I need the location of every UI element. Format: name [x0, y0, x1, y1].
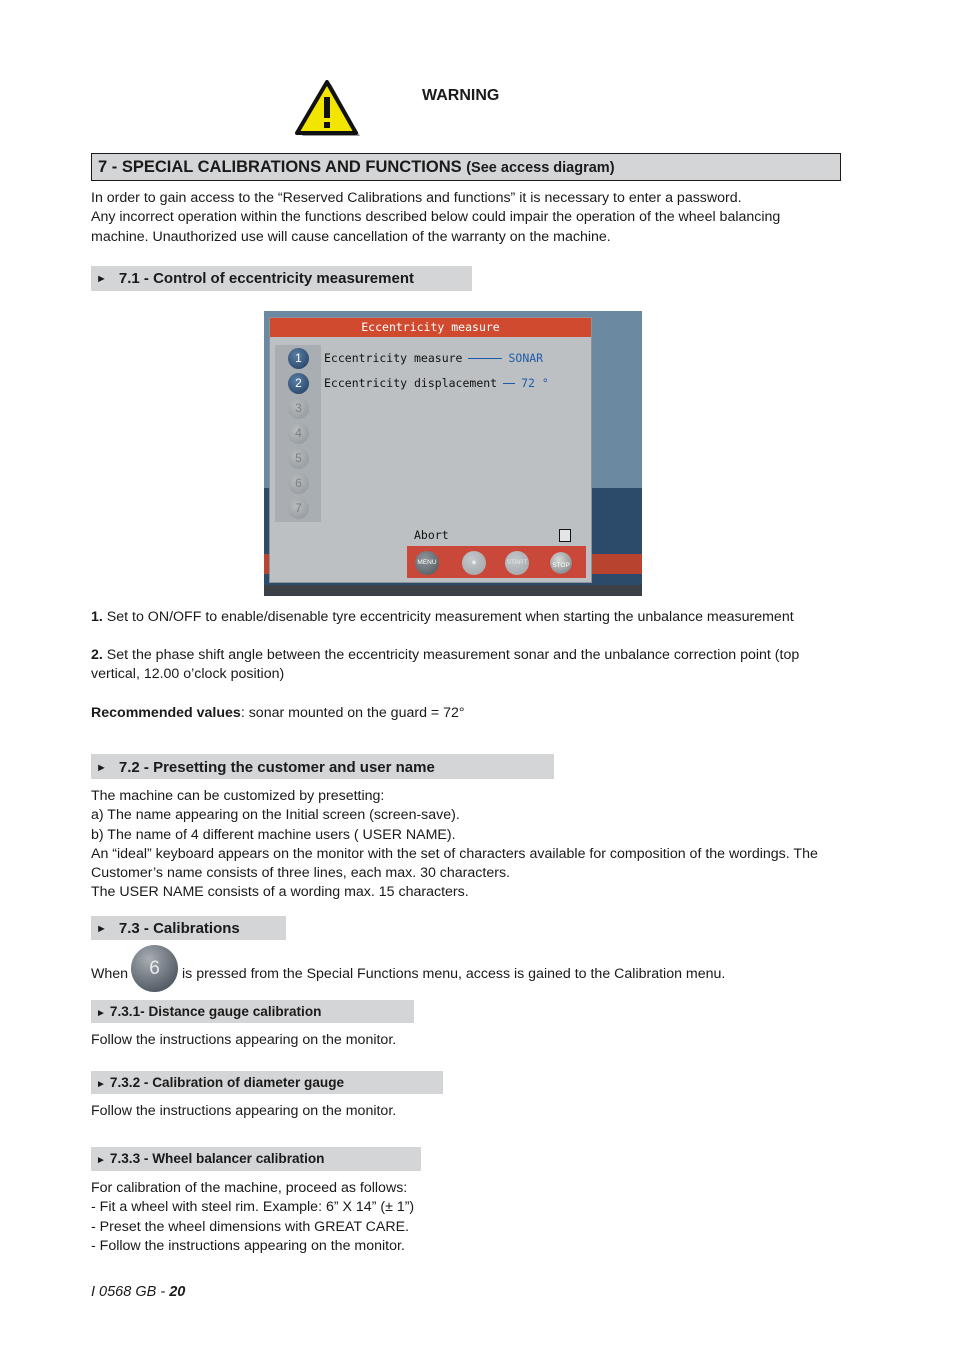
page-number: 20 — [169, 1284, 186, 1300]
section-7-1-title: 7.1 - Control of eccentricity measurement — [118, 270, 414, 287]
point-2 — [91, 646, 841, 685]
arrow-right-icon: ► — [96, 1079, 106, 1090]
screen-button-bar — [407, 546, 586, 578]
s72-line-5: The USER NAME consists of a wording max. 15 characters. — [91, 884, 469, 901]
recommended-label: Recommended values — [91, 705, 241, 721]
s733-line-4: - Follow the instructions appearing on the monitor. — [91, 1237, 405, 1254]
section-7-2-heading — [91, 754, 554, 779]
warning-triangle-icon — [294, 80, 362, 138]
section-7-title-suffix: (See access diagram) — [466, 160, 615, 176]
point-2-text: Set the phase shift angle between the eccentricity measurement sonar and the unbalance correction point (top vertical, 12.00 o’clock position) — [91, 647, 800, 683]
section-7-3-2-text: Follow the instructions appearing on the monitor. — [91, 1103, 397, 1119]
section-7-3-title: 7.3 - Calibrations — [118, 920, 240, 937]
section-7-3-3-text — [91, 1179, 841, 1256]
section-7-3-3-heading — [91, 1147, 421, 1171]
section-7-3-2-title: 7.3.2 - Calibration of diameter gauge — [109, 1075, 345, 1090]
function-6-button-icon: 6 — [131, 945, 178, 992]
point-2-number: 2. — [91, 647, 103, 663]
arrow-right-icon: ► — [96, 762, 107, 774]
footer-separator: - — [156, 1284, 170, 1300]
menu-number-5: 5 — [288, 448, 309, 469]
page-footer — [91, 1284, 185, 1300]
s72-line-1: The machine can be customized by presetting: — [91, 788, 385, 804]
abort-key-icon — [559, 529, 571, 542]
s72-line-3: b) The name of 4 different machine users ( USER NAME). — [91, 826, 456, 843]
menu-item-eccentricity-displacement[interactable] — [324, 376, 549, 390]
recommended-values — [91, 704, 841, 723]
recommended-text: : sonar mounted on the guard = 72° — [240, 705, 465, 721]
menu-number-1[interactable]: 1 — [288, 348, 309, 369]
menu-item-2-label: Eccentricity displacement — [324, 376, 498, 390]
intro-line-1: In order to gain access to the “Reserved Calibrations and functions” it is necessary to enter a password. — [91, 190, 742, 206]
arrow-right-icon: ► — [96, 1008, 106, 1019]
menu-number-7: 7 — [288, 498, 309, 519]
arrow-right-icon: ► — [96, 273, 107, 285]
section-7-intro — [91, 189, 841, 247]
section-7-3-1-heading — [91, 1000, 414, 1023]
menu-number-6: 6 — [288, 473, 309, 494]
menu-item-1-value: SONAR — [508, 351, 544, 365]
menu-item-eccentricity-measure[interactable] — [324, 351, 543, 365]
s72-line-2: a) The name appearing on the Initial screen (screen-save). — [91, 807, 460, 824]
section-7-3-3-title: 7.3.3 - Wheel balancer calibration — [109, 1151, 325, 1166]
s72-line-4: An “ideal” keyboard appears on the monitor with the set of characters available for composition of the wordings. The Customer’s name consists of three lines, each max. 30 characters. — [91, 845, 818, 882]
menu-number-4: 4 — [288, 423, 309, 444]
arrow-right-icon: ► — [96, 923, 107, 935]
section-7-1-heading — [91, 266, 472, 291]
warning-label: WARNING — [422, 87, 500, 104]
calibration-access-text: is pressed from the Special Functions menu, access is gained to the Calibration menu. — [182, 966, 726, 982]
section-7-2-title: 7.2 - Presetting the customer and user name — [118, 759, 435, 776]
menu-number-3: 3 — [288, 398, 309, 419]
section-7-heading — [91, 153, 841, 181]
point-1-text: Set to ON/OFF to enable/disenable tyre eccentricity measurement when starting the unbalance measurement — [102, 609, 794, 625]
section-7-title: 7 - SPECIAL CALIBRATIONS AND FUNCTIONS — [98, 158, 462, 176]
start-button[interactable]: START — [505, 551, 529, 575]
section-7-3-2-heading — [91, 1071, 443, 1094]
enter-button[interactable]: ◆ — [462, 551, 486, 575]
section-7-3-1-text: Follow the instructions appearing on the monitor. — [91, 1032, 397, 1048]
menu-panel — [269, 317, 592, 583]
document-code: I 0568 GB — [91, 1284, 157, 1300]
stop-button[interactable]: STOP — [549, 551, 573, 575]
menu-button[interactable]: MENU — [415, 551, 439, 575]
point-1-number: 1. — [91, 609, 103, 625]
section-7-3-heading — [91, 916, 286, 940]
menu-item-1-label: Eccentricity measure — [324, 351, 463, 365]
section-7-3-1-title: 7.3.1- Distance gauge calibration — [109, 1004, 322, 1019]
menu-number-2[interactable]: 2 — [288, 373, 309, 394]
when-text: When — [91, 966, 129, 982]
s733-line-2: - Fit a wheel with steel rim. Example: 6” X 14” (± 1”) — [91, 1199, 415, 1216]
abort-label: Abort — [414, 528, 449, 542]
s733-line-1: For calibration of the machine, proceed as follows: — [91, 1180, 408, 1196]
screen-title: Eccentricity measure — [270, 318, 591, 337]
point-1 — [91, 608, 841, 627]
section-7-2-text — [91, 787, 841, 903]
menu-item-2-value: 72 ° — [521, 376, 549, 390]
arrow-right-icon: ► — [96, 1155, 106, 1166]
intro-line-2: Any incorrect operation within the functions described below could impair the operation of the wheel balancing machine. Unauthorized use will cause cancellation of the warranty on the machine. — [91, 209, 781, 245]
eccentricity-screen — [264, 311, 642, 596]
s733-line-3: - Preset the wheel dimensions with GREAT CARE. — [91, 1218, 410, 1235]
